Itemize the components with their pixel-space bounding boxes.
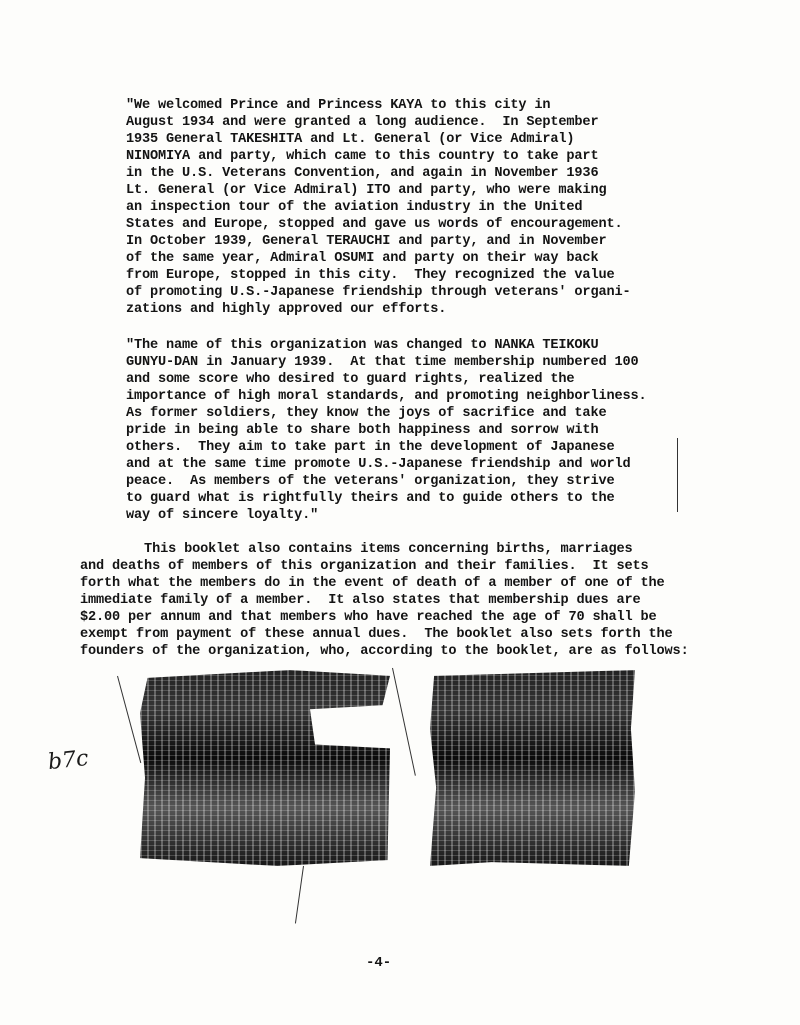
page-number: -4- bbox=[366, 955, 392, 971]
margin-mark-line bbox=[677, 438, 678, 512]
redaction-block-left bbox=[140, 670, 390, 866]
booklet-paragraph: This booklet also contains items concerning births, marriages and deaths of members of this organization and their families. It sets forth what the members do in the event of death of a member of one of the immediate family of a member. It also states that membership dues are $2.00 per annum and that members who have reached the age of 70 shall be exempt from payment of these annual dues. The booklet also sets forth the founders of the organization, who, according to the booklet, are as follows: bbox=[80, 542, 689, 659]
handwritten-margin-note: b7c bbox=[46, 745, 90, 776]
pen-stroke bbox=[295, 866, 304, 924]
pen-stroke bbox=[117, 676, 141, 763]
redaction-block-right bbox=[430, 670, 635, 866]
pen-stroke bbox=[392, 668, 416, 776]
quoted-paragraph-1: "We welcomed Prince and Princess KAYA to this city in August 1934 and were granted a long audience. In September 1935 General TAKESHITA and Lt. General (or Vice Admiral) NINOMIYA and party, which came to this country to take part in the U.S. Veterans Convention, and again in November 1936 Lt. General (or Vice Admiral) ITO and party, who were making an inspection tour of the aviation industry in the United States and Europe, stopped and gave us words of encouragement. In October 1939, General TERAUCHI and party, and in November of the same year, Admiral OSUMI and party on their way back from Europe, stopped in this city. They recognized the value of promoting U.S.-Japanese friendship through veterans' organi- zations and highly approved our efforts. bbox=[126, 98, 631, 317]
quoted-paragraph-2: "The name of this organization was changed to NANKA TEIKOKU GUNYU-DAN in January 1939. At that time membership numbered 100 and some score who desired to guard rights, realized the importance of high moral standards, and promoting neighborliness. As former soldiers, they know the joys of sacrifice and take pride in being able to share both happiness and sorrow with others. They aim to take part in the development of Japanese and at the same time promote U.S.-Japanese friendship and world peace. As members of the veterans' organization, they strive to guard what is rightfully theirs and to guide others to the way of sincere loyalty." bbox=[126, 338, 647, 523]
